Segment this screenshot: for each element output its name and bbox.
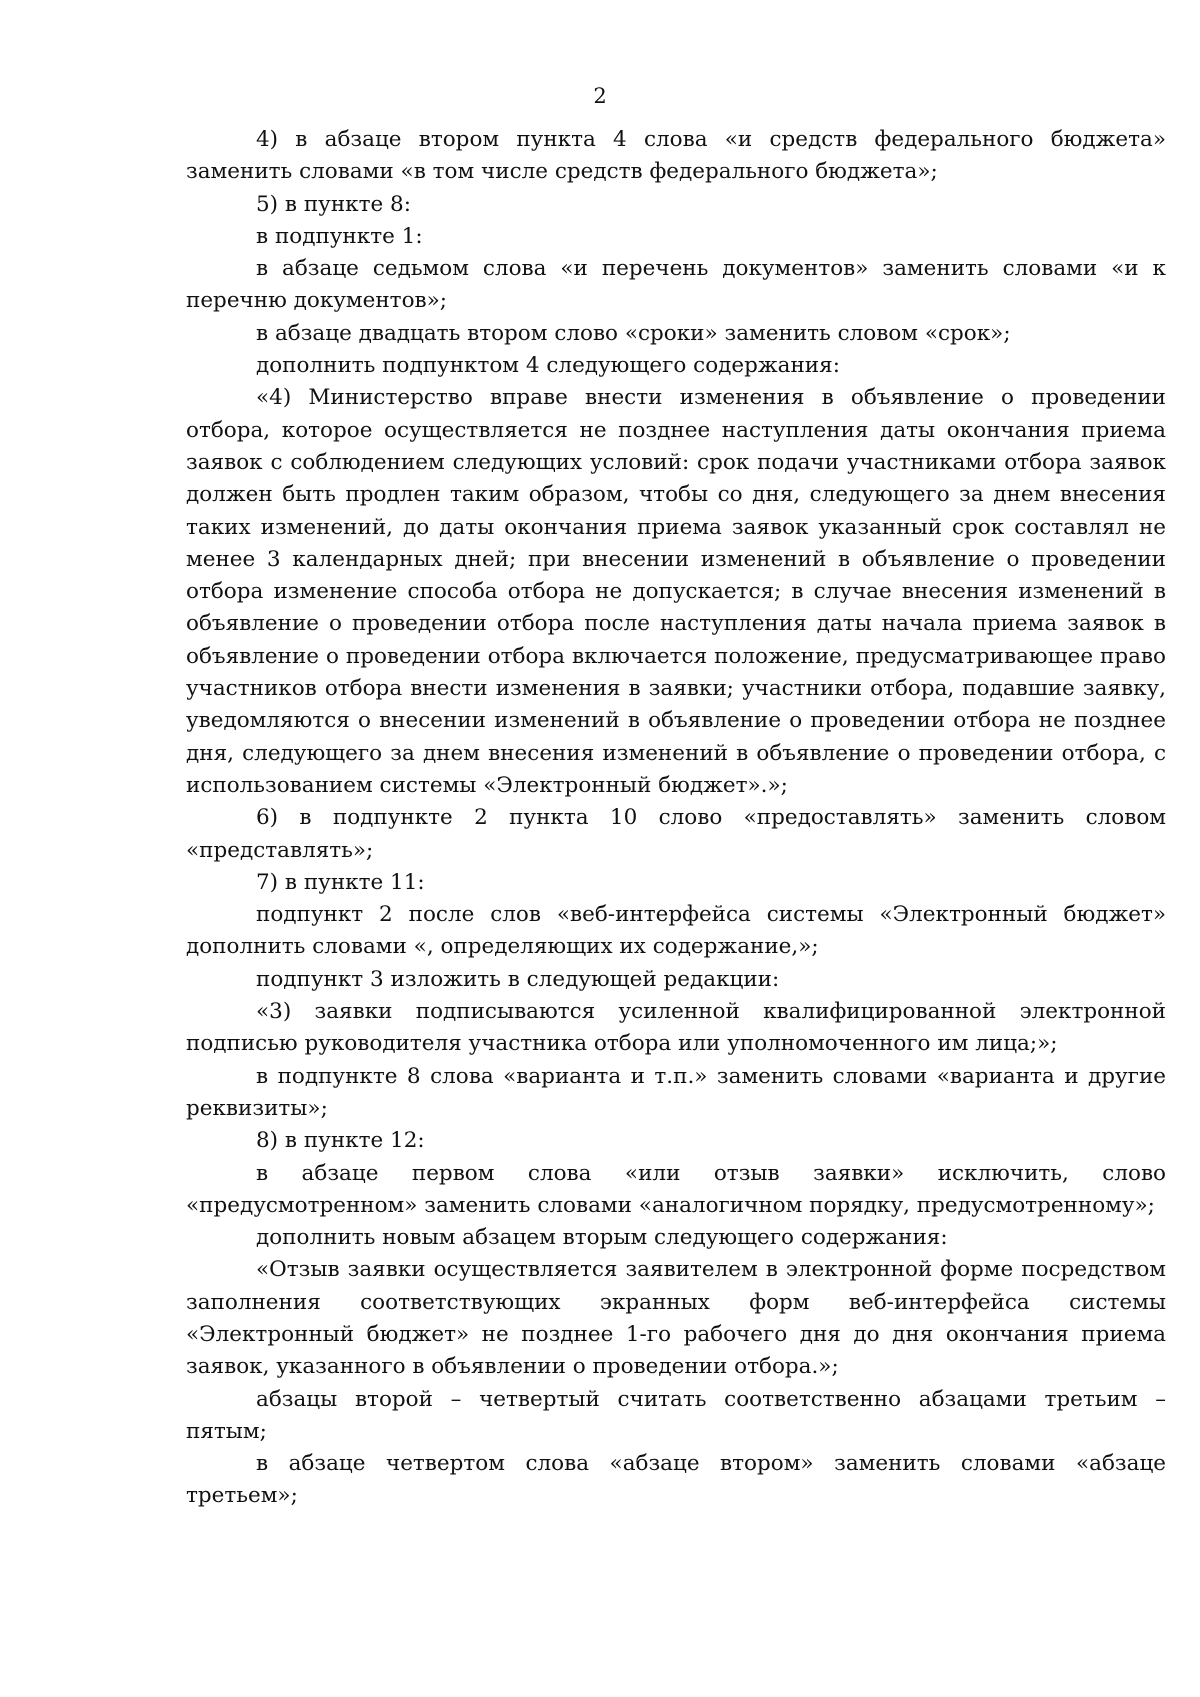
paragraph: абзацы второй – четвертый считать соответственно абзацами третьим – пятым; [186, 1386, 1166, 1444]
paragraph: 7) в пункте 11: [256, 869, 425, 895]
paragraph: подпункт 3 изложить в следующей редакции: [256, 966, 780, 992]
paragraph: 6) в подпункте 2 пункта 10 слово «предоставлять» заменить словом «представлять»; [186, 805, 1166, 863]
paragraph: подпункт 2 после слов «веб-интерфейса системы «Электронный бюджет» дополнить словами «, определяющих их содержание,»; [186, 902, 1166, 960]
paragraph: в абзаце четвертом слова «абзаце втором» заменить словами «абзаце третьем»; [186, 1451, 1166, 1509]
paragraph: дополнить новым абзацем вторым следующего содержания: [256, 1225, 948, 1251]
paragraph: «4) Министерство вправе внести изменения в объявление о проведении отбора, которое осуществляется не позднее наступления даты окончания приема заявок с соблюдением следующих условий: срок подачи участниками отбора заявок должен быть продлен таким образом, чтобы со дня, следующего за днем внесения таких изменений, до даты окончания приема заявок указанный срок составлял не менее 3 календарных дней; при внесении изменений в объявление о проведении отбора изменение способа отбора не допускается; в случае внесения изменений в объявление о проведении отбора после наступления даты начала приема заявок в объявление о проведении отбора включается положение, предусматривающее право участников отбора внести изменения в заявки; участники отбора, подавшие заявку, уведомляются о внесении изменений в объявление о проведении отбора не позднее дня, следующего за днем внесения изменений в объявление о проведении отбора, с использованием системы «Электронный бюджет».»; [186, 385, 1166, 798]
paragraph: 8) в пункте 12: [256, 1128, 425, 1154]
paragraph: в подпункте 8 слова «варианта и т.п.» заменить словами «варианта и другие реквизиты»; [186, 1063, 1166, 1121]
paragraph: «3) заявки подписываются усиленной квалифицированной электронной подписью руководителя участника отбора или уполномоченного им лица;»; [186, 999, 1166, 1057]
document-body [186, 124, 1166, 1513]
paragraph: в абзаце двадцать втором слово «сроки» заменить словом «срок»; [256, 320, 1011, 346]
page-number: 2 [593, 84, 607, 108]
paragraph: в абзаце седьмом слова «и перечень документов» заменить словами «и к перечню документов»; [186, 256, 1166, 314]
paragraph: в абзаце первом слова «или отзыв заявки» исключить, слово «предусмотренном» заменить словами «аналогичном порядку, предусмотренному»; [186, 1160, 1166, 1218]
paragraph: «Отзыв заявки осуществляется заявителем в электронной форме посредством заполнения соответствующих экранных форм веб-интерфейса системы «Электронный бюджет» не позднее 1-го рабочего дня до дня окончания приема заявок, указанного в объявлении о проведении отбора.»; [186, 1257, 1166, 1380]
paragraph: дополнить подпунктом 4 следующего содержания: [256, 353, 840, 379]
paragraph: 4) в абзаце втором пункта 4 слова «и средств федерального бюджета» заменить словами «в том числе средств федерального бюджета»; [186, 127, 1166, 185]
paragraph: 5) в пункте 8: [256, 191, 411, 217]
paragraph: в подпункте 1: [256, 223, 423, 249]
